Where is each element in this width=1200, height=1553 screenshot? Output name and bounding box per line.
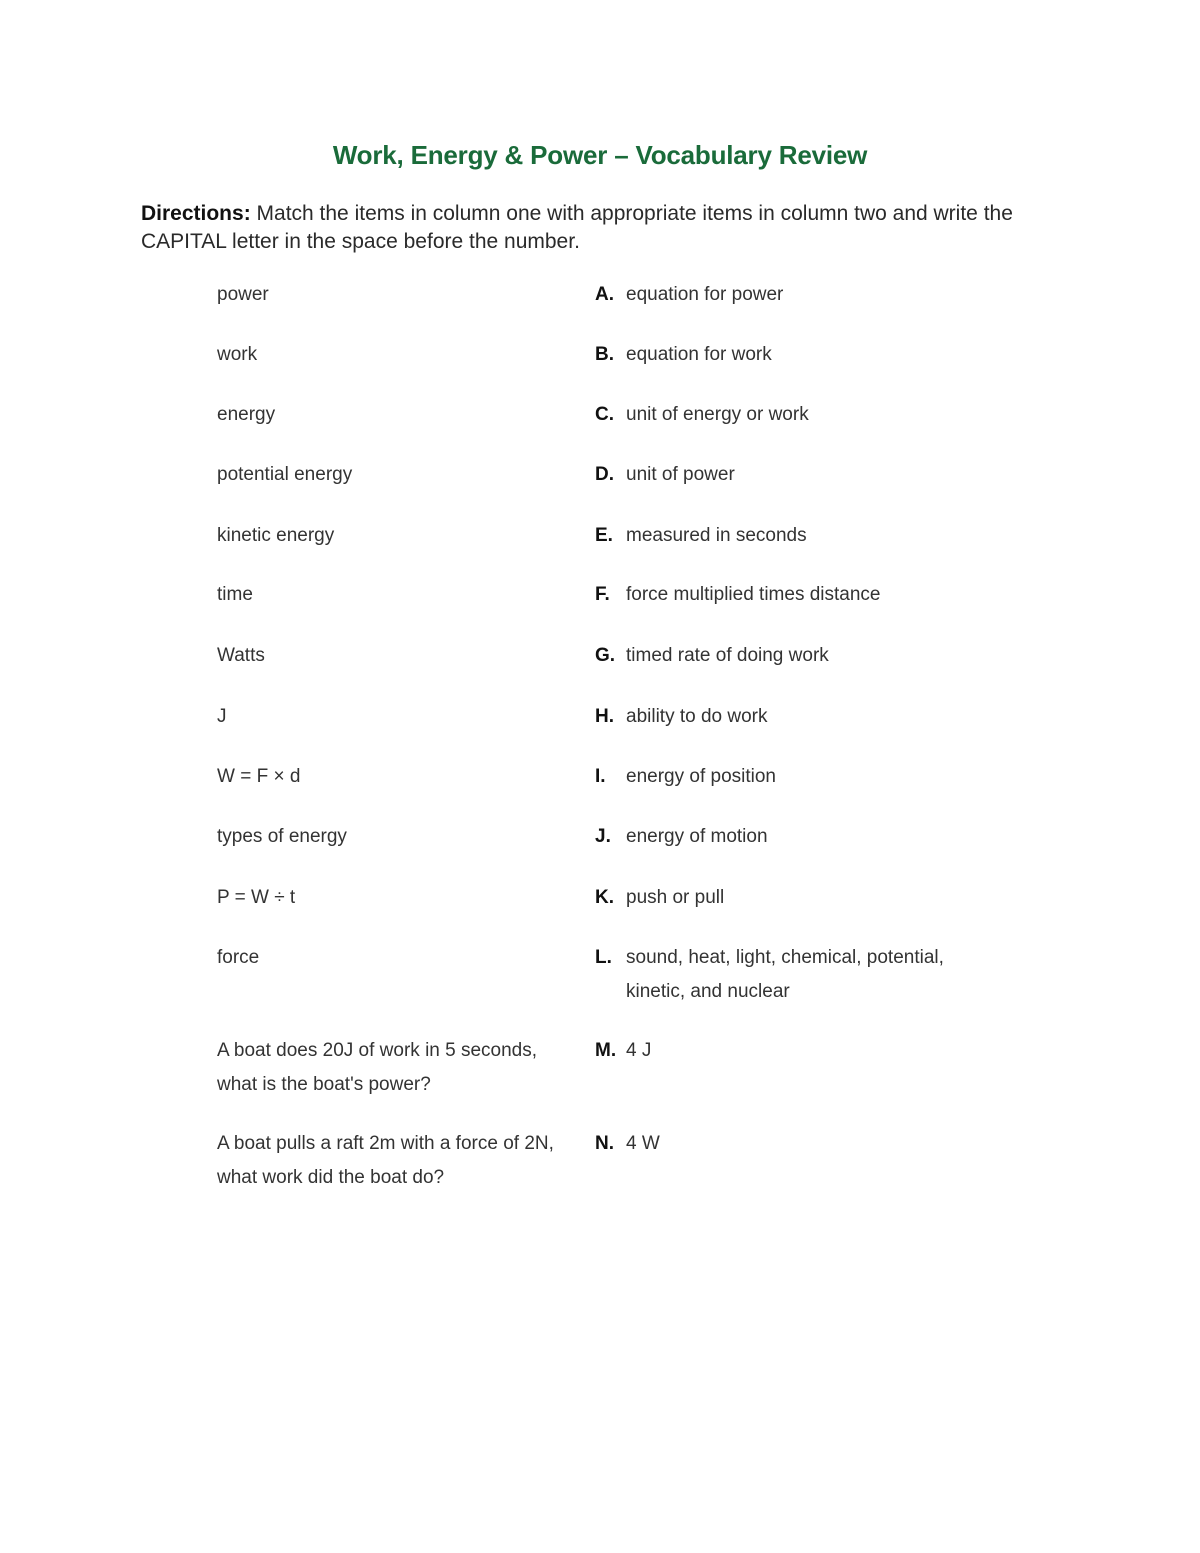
definition-letter: J. — [595, 826, 611, 847]
definition-letter: I. — [595, 766, 606, 787]
definition-text: ability to do work — [626, 706, 768, 727]
definition-text: equation for work — [626, 344, 772, 365]
term-text: time — [217, 584, 253, 605]
term-text: energy — [217, 404, 276, 425]
definition-text: timed rate of doing work — [626, 645, 829, 666]
term-text: A boat pulls a raft 2m with a force of 2N, what work did the boat do? — [217, 1133, 554, 1188]
definition-text: 4 J — [626, 1040, 652, 1061]
definition-letter: H. — [595, 706, 614, 727]
definition-text: unit of energy or work — [626, 404, 809, 425]
definition-letter: A. — [595, 284, 614, 305]
term-text: power — [217, 284, 269, 305]
term-text: Watts — [217, 645, 265, 666]
definition-text: measured in seconds — [626, 525, 807, 546]
term-text: force — [217, 947, 260, 968]
definition-letter: K. — [595, 887, 614, 908]
definition-text: sound, heat, light, chemical, potential, kinetic, and nuclear — [626, 947, 944, 1002]
directions-label: Directions: — [141, 202, 251, 225]
term-text: A boat does 20J of work in 5 seconds, what is the boat's power? — [217, 1040, 538, 1095]
term-text: potential energy — [217, 464, 353, 485]
directions-text: Match the items in column one with appropriate items in column two and write the CAPITAL letter in the space before the number. — [141, 202, 1013, 253]
term-text: kinetic energy — [217, 525, 335, 546]
definition-text: 4 W — [626, 1133, 660, 1154]
term-text: work — [217, 344, 258, 365]
definition-letter: C. — [595, 404, 614, 425]
definition-text: equation for power — [626, 284, 784, 305]
directions — [141, 200, 1061, 256]
definition-text: push or pull — [626, 887, 725, 908]
term-text: W = F × d — [217, 766, 301, 787]
definition-text: energy of motion — [626, 826, 768, 847]
definition-letter: N. — [595, 1133, 614, 1154]
definition-text: energy of position — [626, 766, 776, 787]
definition-letter: E. — [595, 525, 613, 546]
definition-letter: L. — [595, 947, 612, 968]
page-title: Work, Energy & Power – Vocabulary Review — [332, 140, 868, 170]
definition-letter: G. — [595, 645, 616, 666]
term-text: J — [217, 706, 227, 727]
definition-letter: B. — [595, 344, 614, 365]
definition-letter: M. — [595, 1040, 617, 1061]
term-text: types of energy — [217, 826, 347, 847]
definition-letter: F. — [595, 584, 610, 605]
definition-letter: D. — [595, 464, 614, 485]
term-text: P = W ÷ t — [217, 887, 296, 908]
definition-text: unit of power — [626, 464, 735, 485]
definition-text: force multiplied times distance — [626, 584, 881, 605]
